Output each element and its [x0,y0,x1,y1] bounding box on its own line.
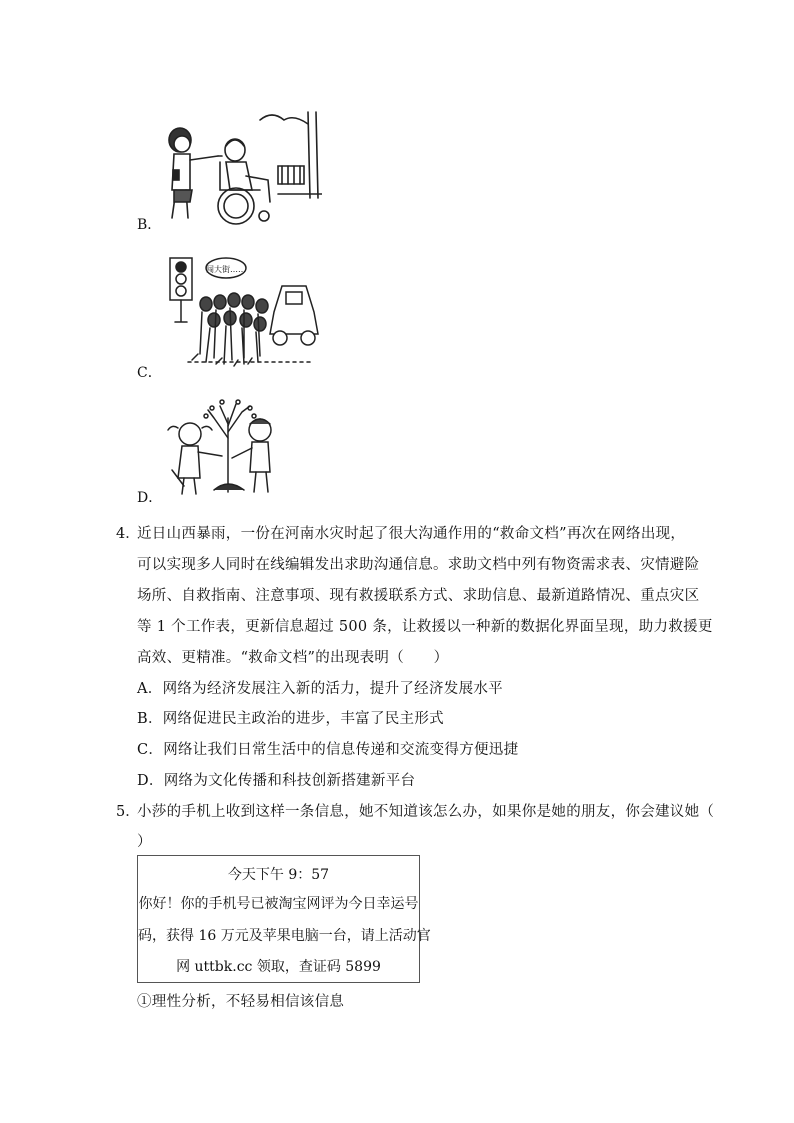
question-5-number: 5． [116,804,140,820]
question-5-choice-1: ①理性分析，不轻易相信该信息 [137,994,345,1010]
sms-body-line-2: 码，获得 16 万元及苹果电脑一台，请上活动官 [138,928,431,944]
sms-time: 今天下午 9：57 [227,867,330,883]
option-c-bubble-text: 闯大街…… [206,265,246,274]
sms-body-line-3: 网 uttbk.cc 领取，查证码 5899 [176,959,381,975]
option-c-illustration [162,250,322,372]
option-d-label: D． [137,490,163,506]
question-4-option-d: D．网络为文化传播和科技创新搭建新平台 [137,773,416,789]
question-4-number: 4． [116,526,140,542]
question-4-line-2: 可以实现多人同时在线编辑发出求助沟通信息。求助文档中列有物资需求表、灾情避险 [137,557,700,573]
question-5-line-1: 小莎的手机上收到这样一条信息，她不知道该怎么办，如果你是她的朋友，你会建议她（ [137,804,715,820]
question-4-option-a: A．网络为经济发展注入新的活力，提升了经济发展水平 [137,681,503,697]
question-4-line-1: 近日山西暴雨，一份在河南水灾时起了很大沟通作用的“救命文档”再次在网络出现， [137,526,686,542]
option-c-label: C． [137,365,162,381]
question-5-line-2: ） [137,834,152,850]
question-4-line-3: 场所、自救指南、注意事项、现有救援联系方式、求助信息、最新道路情况、重点灾区 [137,588,700,604]
option-b-label: B． [137,217,162,233]
question-4-option-b: B．网络促进民主政治的进步，丰富了民主形式 [137,711,444,727]
option-d-illustration [162,398,292,498]
sms-message-box [137,855,431,983]
question-4-line-5: 高效、更精准。“救命文档”的出现表明（ ） [137,650,449,666]
question-4-line-4: 等 1 个工作表，更新信息超过 500 条，让救援以一种新的数据化界面呈现，助力救援更 [137,619,713,635]
question-4-option-c: C．网络让我们日常生活中的信息传递和交流变得方便迅捷 [137,742,519,758]
sms-body-line-1: 你好！你的手机号已被淘宝网评为今日幸运号 [138,896,419,912]
option-b-illustration [160,106,322,226]
